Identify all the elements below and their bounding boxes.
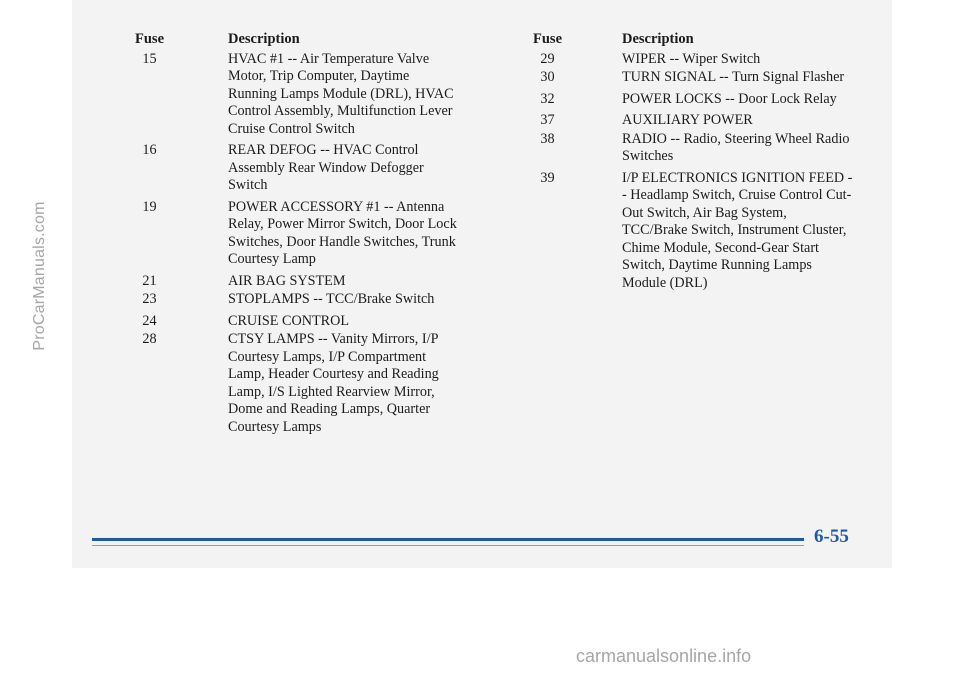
- table-row: [526, 131, 866, 166]
- fuse-number: 37: [540, 112, 555, 128]
- table-row: [526, 112, 866, 130]
- table-row: [128, 291, 468, 309]
- fuse-description: POWER ACCESSORY #1 -- Antenna Relay, Power Mirror Switch, Door Lock Switches, Door Handle Switches, Trunk Courtesy Lamp: [228, 198, 457, 267]
- fuse-number: 24: [142, 312, 157, 329]
- table-header: [128, 31, 468, 49]
- fuse-number: 30: [540, 69, 555, 85]
- table-row: [128, 199, 468, 269]
- table-header: [526, 31, 866, 49]
- table-row: [526, 170, 866, 293]
- footer-rule: [92, 538, 804, 541]
- fuse-table-right: [526, 31, 866, 293]
- fuse-number: 29: [540, 50, 555, 67]
- fuse-description: RADIO -- Radio, Steering Wheel Radio Switches: [622, 130, 850, 164]
- side-watermark: [28, 176, 52, 376]
- fuse-description: STOPLAMPS -- TCC/Brake Switch: [228, 291, 435, 307]
- fuse-description: REAR DEFOG -- HVAC Control Assembly Rear Window Defogger Switch: [228, 142, 424, 193]
- fuse-description: AUXILIARY POWER: [622, 112, 753, 128]
- description-header: Description: [622, 31, 694, 47]
- fuse-description: CTSY LAMPS -- Vanity Mirrors, I/P Courtesy Lamps, I/P Compartment Lamp, Header Courtesy and Reading Lamp, I/S Lighted Rearview Mirror, Dome and Reading Lamps, Quarter Courtesy Lamps: [228, 331, 439, 435]
- fuse-number: 23: [142, 291, 157, 307]
- fuse-description: POWER LOCKS -- Door Lock Relay: [622, 90, 837, 107]
- fuse-description: AIR BAG SYSTEM: [228, 272, 346, 289]
- fuse-description: HVAC #1 -- Air Temperature Valve Motor, Trip Computer, Daytime Running Lamps Module (DRL), HVAC Control Assembly, Multifunction Lever Cruise Control Switch: [228, 50, 454, 137]
- footer-watermark: carmanualsonline.info: [576, 646, 752, 666]
- fuse-number: 39: [540, 169, 555, 186]
- table-row: [128, 51, 468, 139]
- side-watermark-text: ProCarManuals.com: [31, 201, 48, 351]
- fuse-header: Fuse: [135, 31, 164, 47]
- table-row: [128, 331, 468, 436]
- fuse-number: 19: [142, 198, 157, 215]
- page-number: 6-55: [814, 526, 849, 547]
- table-row: [526, 91, 866, 109]
- table-row: [526, 69, 866, 87]
- fuse-description: WIPER -- Wiper Switch: [622, 50, 761, 67]
- table-row: [128, 313, 468, 331]
- footer-rule-thin: [92, 545, 804, 546]
- fuse-number: 15: [142, 50, 157, 67]
- fuse-description: TURN SIGNAL -- Turn Signal Flasher: [622, 69, 845, 85]
- table-row: [526, 51, 866, 69]
- fuse-table-left: [128, 31, 468, 437]
- table-row: [128, 273, 468, 291]
- fuse-number: 32: [540, 90, 555, 107]
- fuse-number: 28: [142, 331, 157, 347]
- description-header: Description: [228, 31, 300, 47]
- fuse-number: 38: [540, 130, 555, 147]
- fuse-header: Fuse: [533, 31, 562, 47]
- fuse-description: I/P ELECTRONICS IGNITION FEED -- Headlamp Switch, Cruise Control Cut-Out Switch, Air Bag System, TCC/Brake Switch, Instrument Cluster, Chime Module, Second-Gear Start Switch, Daytime Running Lamps Module (DRL): [622, 169, 853, 291]
- table-row: [128, 142, 468, 195]
- fuse-description: CRUISE CONTROL: [228, 312, 349, 329]
- fuse-number: 16: [142, 142, 157, 158]
- fuse-number: 21: [142, 272, 157, 289]
